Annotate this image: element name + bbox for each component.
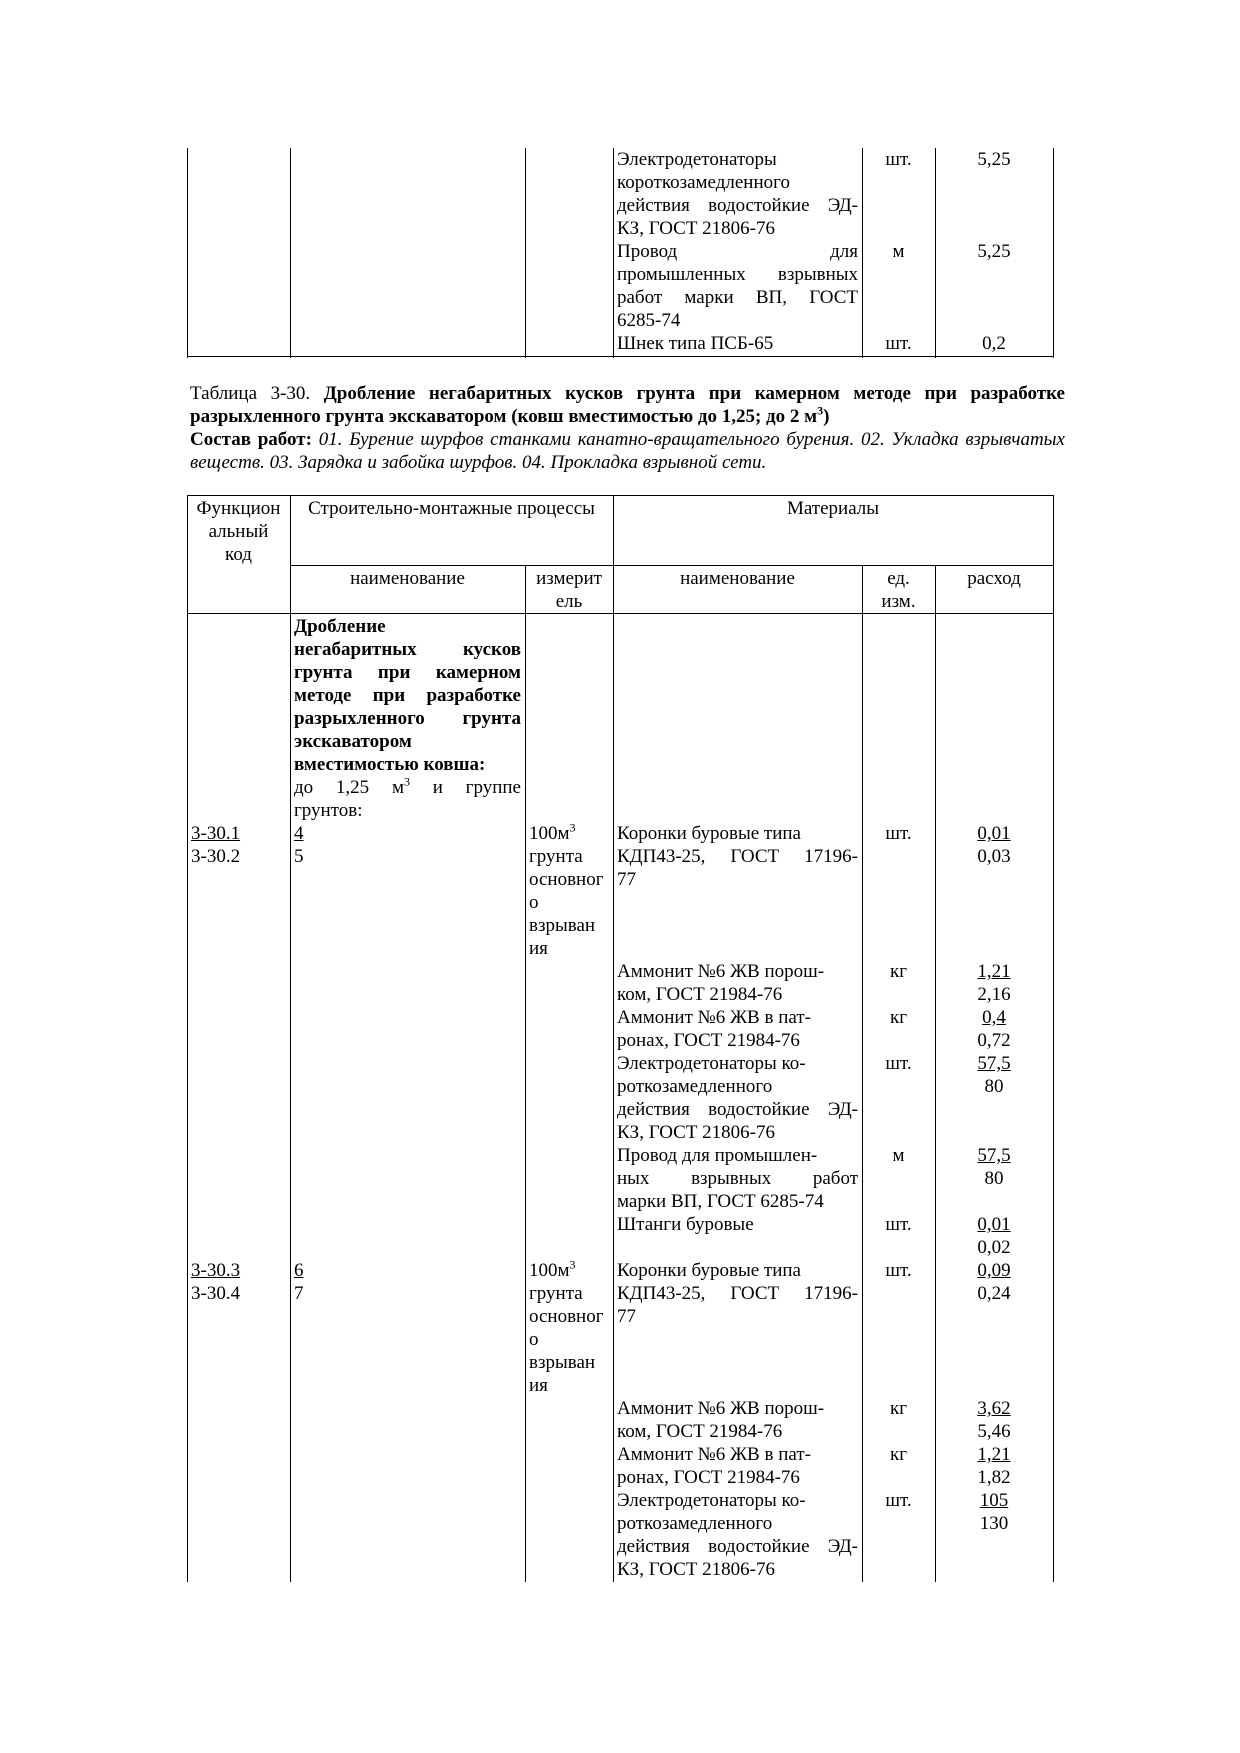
cont-row-3-name: Шнек типа ПСБ-65 <box>617 333 774 354</box>
g2-material-2-values: 3,62 5,46 <box>977 1398 1011 1442</box>
cont-row-1-name: Электродетонаторы короткозамедленного действия водостойкие ЭД- КЗ, ГОСТ 21806-76 <box>617 149 858 239</box>
g1-material-6-values: 0,01 0,02 <box>977 1214 1011 1258</box>
g2-material-4-unit: шт. <box>885 1490 912 1511</box>
g1-material-1-unit: шт. <box>885 823 912 844</box>
g2-material-1-name: Коронки буровые типа КДП43-25, ГОСТ 17196- 77 <box>617 1260 858 1327</box>
g2-material-3-values: 1,21 1,82 <box>977 1444 1011 1488</box>
cont-row-3-unit: шт. <box>885 333 912 354</box>
g1-material-5-values: 57,5 80 <box>977 1145 1011 1189</box>
header-material-unit: ед. изм. <box>881 568 916 612</box>
group-2-soil-groups: 6 7 <box>294 1260 304 1304</box>
works-composition <box>190 428 1065 474</box>
g1-material-6-name: Штанги буровые <box>617 1214 754 1235</box>
g2-material-1-unit: шт. <box>885 1260 912 1281</box>
g1-material-4-values: 57,5 80 <box>977 1053 1011 1097</box>
cont-row-2-value: 5,25 <box>977 241 1011 262</box>
g2-material-3-name: Аммонит №6 ЖВ в пат- ронах, ГОСТ 21984-76 <box>617 1444 811 1488</box>
g2-material-4-values: 105 130 <box>979 1490 1009 1534</box>
g1-material-1-name: Коронки буровые типа КДП43-25, ГОСТ 17196- 77 <box>617 823 858 890</box>
cont-row-1-unit: шт. <box>885 149 912 170</box>
group-2-codes: 3-30.3 3-30.4 <box>191 1260 241 1304</box>
table-caption <box>190 382 1065 428</box>
g2-material-3-unit: кг <box>889 1444 908 1465</box>
g1-material-5-name: Провод для промышлен- ных взрывных работ марки ВП, ГОСТ 6285-74 <box>617 1145 858 1212</box>
cont-row-1-value: 5,25 <box>977 149 1011 170</box>
cont-row-2-unit: м <box>892 241 905 262</box>
g1-material-3-name: Аммонит №6 ЖВ в пат- ронах, ГОСТ 21984-76 <box>617 1007 811 1051</box>
g1-material-4-unit: шт. <box>885 1053 912 1074</box>
g1-material-3-unit: кг <box>889 1007 908 1028</box>
g1-material-2-unit: кг <box>889 961 908 982</box>
g1-material-5-unit: м <box>892 1145 905 1166</box>
group-1-soil-groups: 4 5 <box>294 823 304 867</box>
g1-material-2-name: Аммонит №6 ЖВ порош- ком, ГОСТ 21984-76 <box>617 961 825 1005</box>
header-processes: Строительно-монтажные процессы <box>308 498 595 519</box>
header-functional-code: Функцион альный код <box>196 498 281 565</box>
group-2-meter: $100м^3$ грунта основног о взрыван ия <box>529 1257 604 1396</box>
header-process-meter: измерит ель <box>536 568 602 612</box>
caption-title: Дробление негабаритных кусков грунта при камерном методе при разработке разрыхленного грунта экскаватором (ковш вместимостью до 1,25; до 2 $м^3$) <box>190 383 1065 427</box>
g1-material-4-name: Электродетонаторы ко- роткозамедленного действия водостойкие ЭД- КЗ, ГОСТ 21806-76 <box>617 1053 858 1143</box>
g1-material-3-values: 0,4 0,72 <box>977 1007 1011 1051</box>
header-material-rate: расход <box>967 568 1021 589</box>
header-material-name: наименование <box>680 568 795 589</box>
g2-material-2-name: Аммонит №6 ЖВ порош- ком, ГОСТ 21984-76 <box>617 1398 825 1442</box>
g2-material-4-name: Электродетонаторы ко- роткозамедленного действия водостойкие ЭД- КЗ, ГОСТ 21806-76 <box>617 1490 858 1580</box>
cont-row-2-name: Провод для промышленных взрывных работ марки ВП, ГОСТ 6285-74 <box>617 241 858 331</box>
g2-material-1-values: 0,09 0,24 <box>977 1260 1011 1304</box>
cont-row-3-value: 0,2 <box>982 333 1006 354</box>
caption-prefix: Таблица 3-30. <box>190 383 324 404</box>
group-1-codes: 3-30.1 3-30.2 <box>191 823 241 867</box>
section-subtitle: до 1,25 $м^3$ и группе грунтов: <box>294 774 521 821</box>
works-text: 01. Бурение шурфов станками канатно-вращательного бурения. 02. Укладка взрывчатых веществ. 03. Зарядка и забойка шурфов. 04. Прокладка взрывной сети. <box>190 429 1065 473</box>
header-materials: Материалы <box>786 498 880 519</box>
g1-material-1-values: 0,01 0,03 <box>977 823 1011 867</box>
header-process-name: наименование <box>350 568 465 589</box>
g1-material-6-unit: шт. <box>885 1214 912 1235</box>
g1-material-2-values: 1,21 2,16 <box>977 961 1011 1005</box>
group-1-meter: $100м^3$ грунта основног о взрыван ия <box>529 820 604 959</box>
section-title: Дробление негабаритных кусков грунта при камерном методе при разработке разрыхленного грунта экскаватором вместимостью ковша: <box>294 616 521 775</box>
works-label: Состав работ: <box>190 429 312 450</box>
g2-material-2-unit: кг <box>889 1398 908 1419</box>
